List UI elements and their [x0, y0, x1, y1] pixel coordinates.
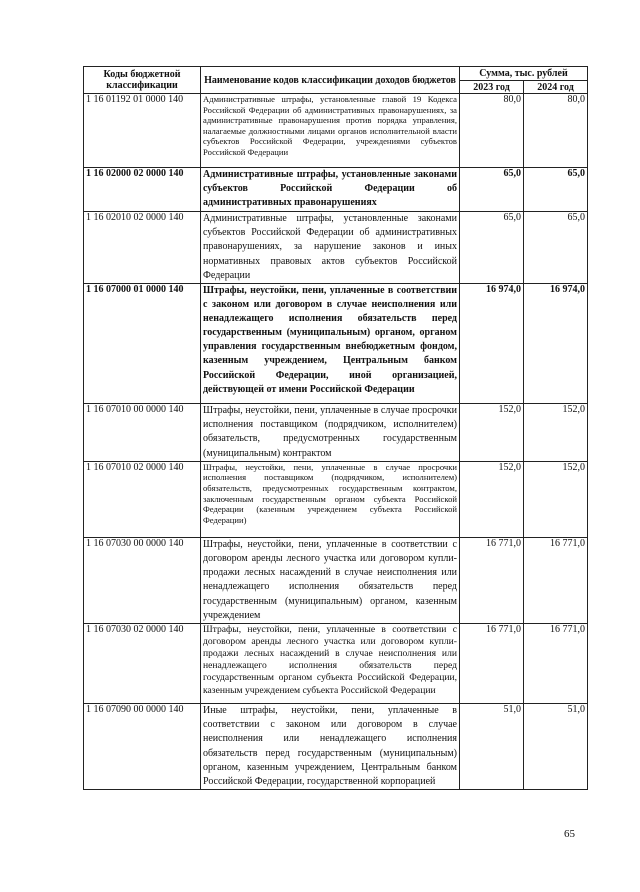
row-value-2023: 65,0 [460, 168, 524, 212]
budget-classification-table [83, 66, 588, 790]
row-value-2023: 51,0 [460, 704, 524, 790]
table-row [84, 624, 588, 704]
row-code: 1 16 01192 01 0000 140 [84, 94, 201, 168]
row-value-2024: 16 771,0 [524, 537, 588, 623]
row-value-2023: 16 974,0 [460, 284, 524, 404]
row-code: 1 16 07030 02 0000 140 [84, 624, 201, 704]
row-value-2024: 16 771,0 [524, 624, 588, 704]
row-value-2023: 16 771,0 [460, 537, 524, 623]
row-name: Штрафы, неустойки, пени, уплаченные в соответствии с договором аренды лесного участка или договором купли-продажи лесных насаждений в случае неисполнения или ненадлежащего исполнения обязательств перед государственным органом субъекта Российской Федерации, казенным учреждением субъекта Российской Федерации [201, 624, 460, 704]
row-value-2024: 65,0 [524, 168, 588, 212]
header-year-2023: 2023 год [460, 81, 524, 94]
row-code: 1 16 07090 00 0000 140 [84, 704, 201, 790]
page-number: 65 [564, 828, 575, 840]
row-name: Штрафы, неустойки, пени, уплаченные в соответствии с договором аренды лесного участка или договором купли-продажи лесных насаждений в случае неисполнения или ненадлежащего исполнения обязательств перед государственным (муниципальным) органом, казенным учреждением [201, 537, 460, 623]
row-value-2024: 16 974,0 [524, 284, 588, 404]
row-name: Штрафы, неустойки, пени, уплаченные в случае просрочки исполнения поставщиком (подрядчиком, исполнителем) обязательств, предусмотренных государственным контрактом, заключенным государственным органом субъекта Российской Федерации (казенным учреждением субъекта Российской Федерации) [201, 461, 460, 537]
row-value-2024: 80,0 [524, 94, 588, 168]
header-names: Наименование кодов классификации доходов бюджетов [201, 67, 460, 94]
table-row [84, 704, 588, 790]
header-sum: Сумма, тыс. рублей [460, 67, 588, 81]
table-row [84, 168, 588, 212]
row-code: 1 16 07010 00 0000 140 [84, 404, 201, 462]
table-row [84, 404, 588, 462]
row-value-2023: 80,0 [460, 94, 524, 168]
row-value-2024: 152,0 [524, 461, 588, 537]
row-name: Административные штрафы, установленные законами субъектов Российской Федерации об административных правонарушениях [201, 168, 460, 212]
row-name: Административные штрафы, установленные законами субъектов Российской Федерации об административных правонарушениях, за нарушение законов и иных нормативных правовых актов субъектов Российской Федерации [201, 212, 460, 284]
row-value-2023: 152,0 [460, 404, 524, 462]
row-value-2024: 152,0 [524, 404, 588, 462]
table-row [84, 537, 588, 623]
row-code: 1 16 07010 02 0000 140 [84, 461, 201, 537]
row-value-2023: 16 771,0 [460, 624, 524, 704]
row-name: Административные штрафы, установленные главой 19 Кодекса Российской Федерации об административных правонарушениях, за административные правонарушения против порядка управления, налагаемые должностными лицами органов исполнительной власти субъектов Российской Федерации, учреждениями субъектов Российской Федерации [201, 94, 460, 168]
row-code: 1 16 02010 02 0000 140 [84, 212, 201, 284]
table-row [84, 461, 588, 537]
row-code: 1 16 02000 02 0000 140 [84, 168, 201, 212]
row-name: Иные штрафы, неустойки, пени, уплаченные в соответствии с законом или договором в случае неисполнения или ненадлежащего исполнения обязательств перед государственным (муниципальным) органом, казенным учреждением, Центральным банком Российской Федерации, государственной корпорацией [201, 704, 460, 790]
row-value-2024: 51,0 [524, 704, 588, 790]
row-name: Штрафы, неустойки, пени, уплаченные в соответствии с законом или договором в случае неисполнения или ненадлежащего исполнения обязательств перед государственным (муниципальным) органом, органом управления государственным внебюджетным фондом, казенным учреждением, Центральным банком Российской Федерации, иной организацией, действующей от имени Российской Федерации [201, 284, 460, 404]
table-row [84, 212, 588, 284]
row-value-2023: 65,0 [460, 212, 524, 284]
header-year-2024: 2024 год [524, 81, 588, 94]
table-row [84, 94, 588, 168]
row-code: 1 16 07000 01 0000 140 [84, 284, 201, 404]
row-code: 1 16 07030 00 0000 140 [84, 537, 201, 623]
table-row [84, 284, 588, 404]
header-codes: Коды бюджетной классификации [84, 67, 201, 94]
row-name: Штрафы, неустойки, пени, уплаченные в случае просрочки исполнения поставщиком (подрядчиком, исполнителем) обязательств, предусмотренных государственным (муниципальным) контрактом [201, 404, 460, 462]
row-value-2024: 65,0 [524, 212, 588, 284]
row-value-2023: 152,0 [460, 461, 524, 537]
